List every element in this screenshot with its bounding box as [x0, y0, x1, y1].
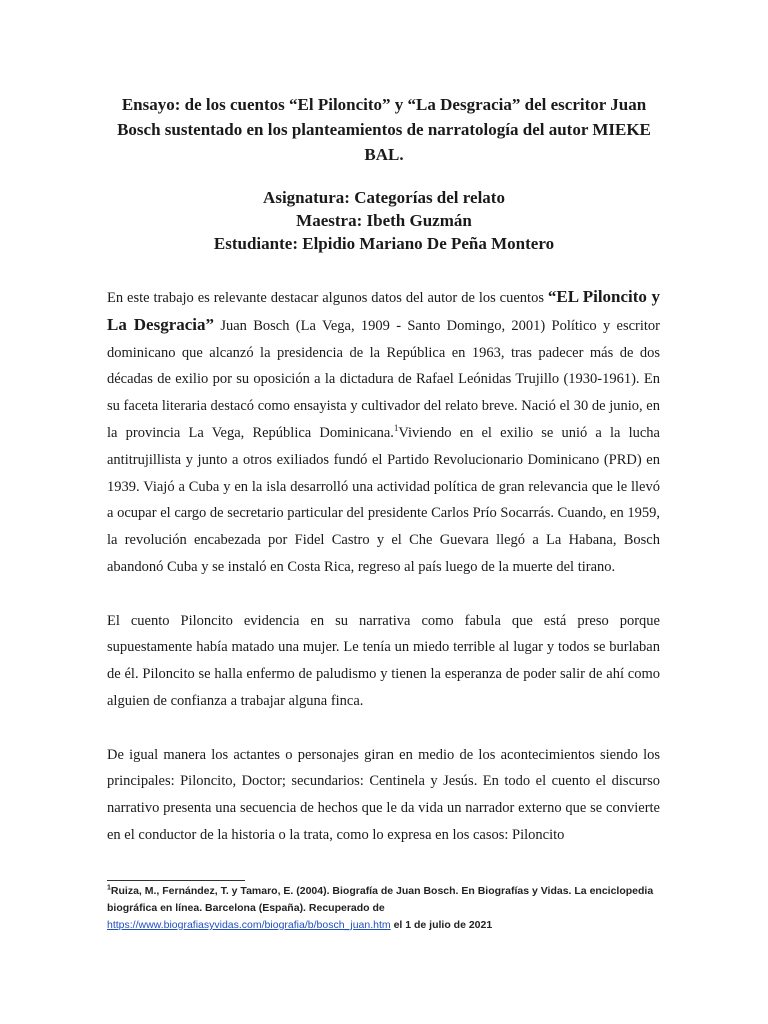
- asignatura-line: Asignatura: Categorías del relato: [263, 188, 505, 207]
- stories-title-bold: “EL Piloncito y La Desgracia”: [107, 287, 660, 334]
- course-info: [100, 186, 668, 255]
- maestra-line: Maestra: Ibeth Guzmán: [296, 211, 472, 230]
- essay-body: [107, 284, 660, 876]
- estudiante-line: Estudiante: Elpidio Mariano De Peña Montero: [213, 234, 555, 253]
- paragraph-1-intro: En este trabajo es relevante destacar algunos datos del autor de los cuentos: [107, 290, 548, 306]
- footnote-citation: Ruiza, M., Fernández, T. y Tamaro, E. (2004). Biografía de Juan Bosch. En Biografías y Vidas. La enciclopedia biográfica en línea. Barcelona (España). Recuperado de: [107, 885, 654, 914]
- footnote-link[interactable]: https://www.biografiasyvidas.com/biografia/b/bosch_juan.htm: [107, 919, 391, 931]
- footnote-number: 1: [107, 884, 111, 892]
- footnote-separator: [107, 880, 245, 881]
- footnote-reference[interactable]: 1: [393, 423, 399, 434]
- paragraph-3: De igual manera los actantes o personajes giran en medio de los acontecimientos siendo los principales: Piloncito, Doctor; secundarios: Centinela y Jesús. En todo el cuento el discurso narrativo presenta una secuencia de hechos que le da vida un narrador externo que se convierte en el conductor de la historia o la trata, como lo expresa en los casos: Piloncito: [107, 746, 660, 843]
- paragraph-1-text-b: Viviendo en el exilio se unió a la lucha antitrujillista y junto a otros exiliados fundó el Partido Revolucionario Dominicano (PRD) en 1939. Viajó a Cuba y en la isla desarrolló una actividad política de gran relevancia que le llevó a ocupar el cargo de secretario particular del presidente Carlos Prío Socarrás. Cuando, en 1959, la revolución encabezada por Fidel Castro y el Che Guevara llegó a La Habana, Bosch abandonó Cuba y se instaló en Costa Rica, regreso al país luego de la muerte del tirano.: [107, 424, 660, 575]
- paragraph-1-text-a: Juan Bosch (La Vega, 1909 - Santo Domingo, 2001) Político y escritor dominicano que alcanzó la presidencia de la República en 1963, tras padecer más de dos décadas de exilio por su oposición a la dictadura de Rafael Leónidas Trujillo (1930-1961). En su faceta literaria destacó como ensayista y cultivador del relato breve. Nació el 30 de junio, en la provincia La Vega, República Dominicana.: [107, 317, 660, 441]
- paragraph-1: [107, 284, 660, 581]
- footnote-access-date: el 1 de julio de 2021: [390, 919, 493, 931]
- paragraph-2: El cuento Piloncito evidencia en su narrativa como fabula que está preso porque supuestamente había matado una mujer. Le tenía un miedo terrible al lugar y todos se burlaban de él. Piloncito se halla enfermo de paludismo y tienen la esperanza de poder salir de ahí como alguien de confianza a trabajar alguna finca.: [107, 612, 660, 709]
- essay-title: Ensayo: de los cuentos “El Piloncito” y “La Desgracia” del escritor Juan Bosch sustentado en los planteamientos de narratología del autor MIEKE BAL.: [117, 95, 651, 164]
- footnote: [107, 883, 660, 934]
